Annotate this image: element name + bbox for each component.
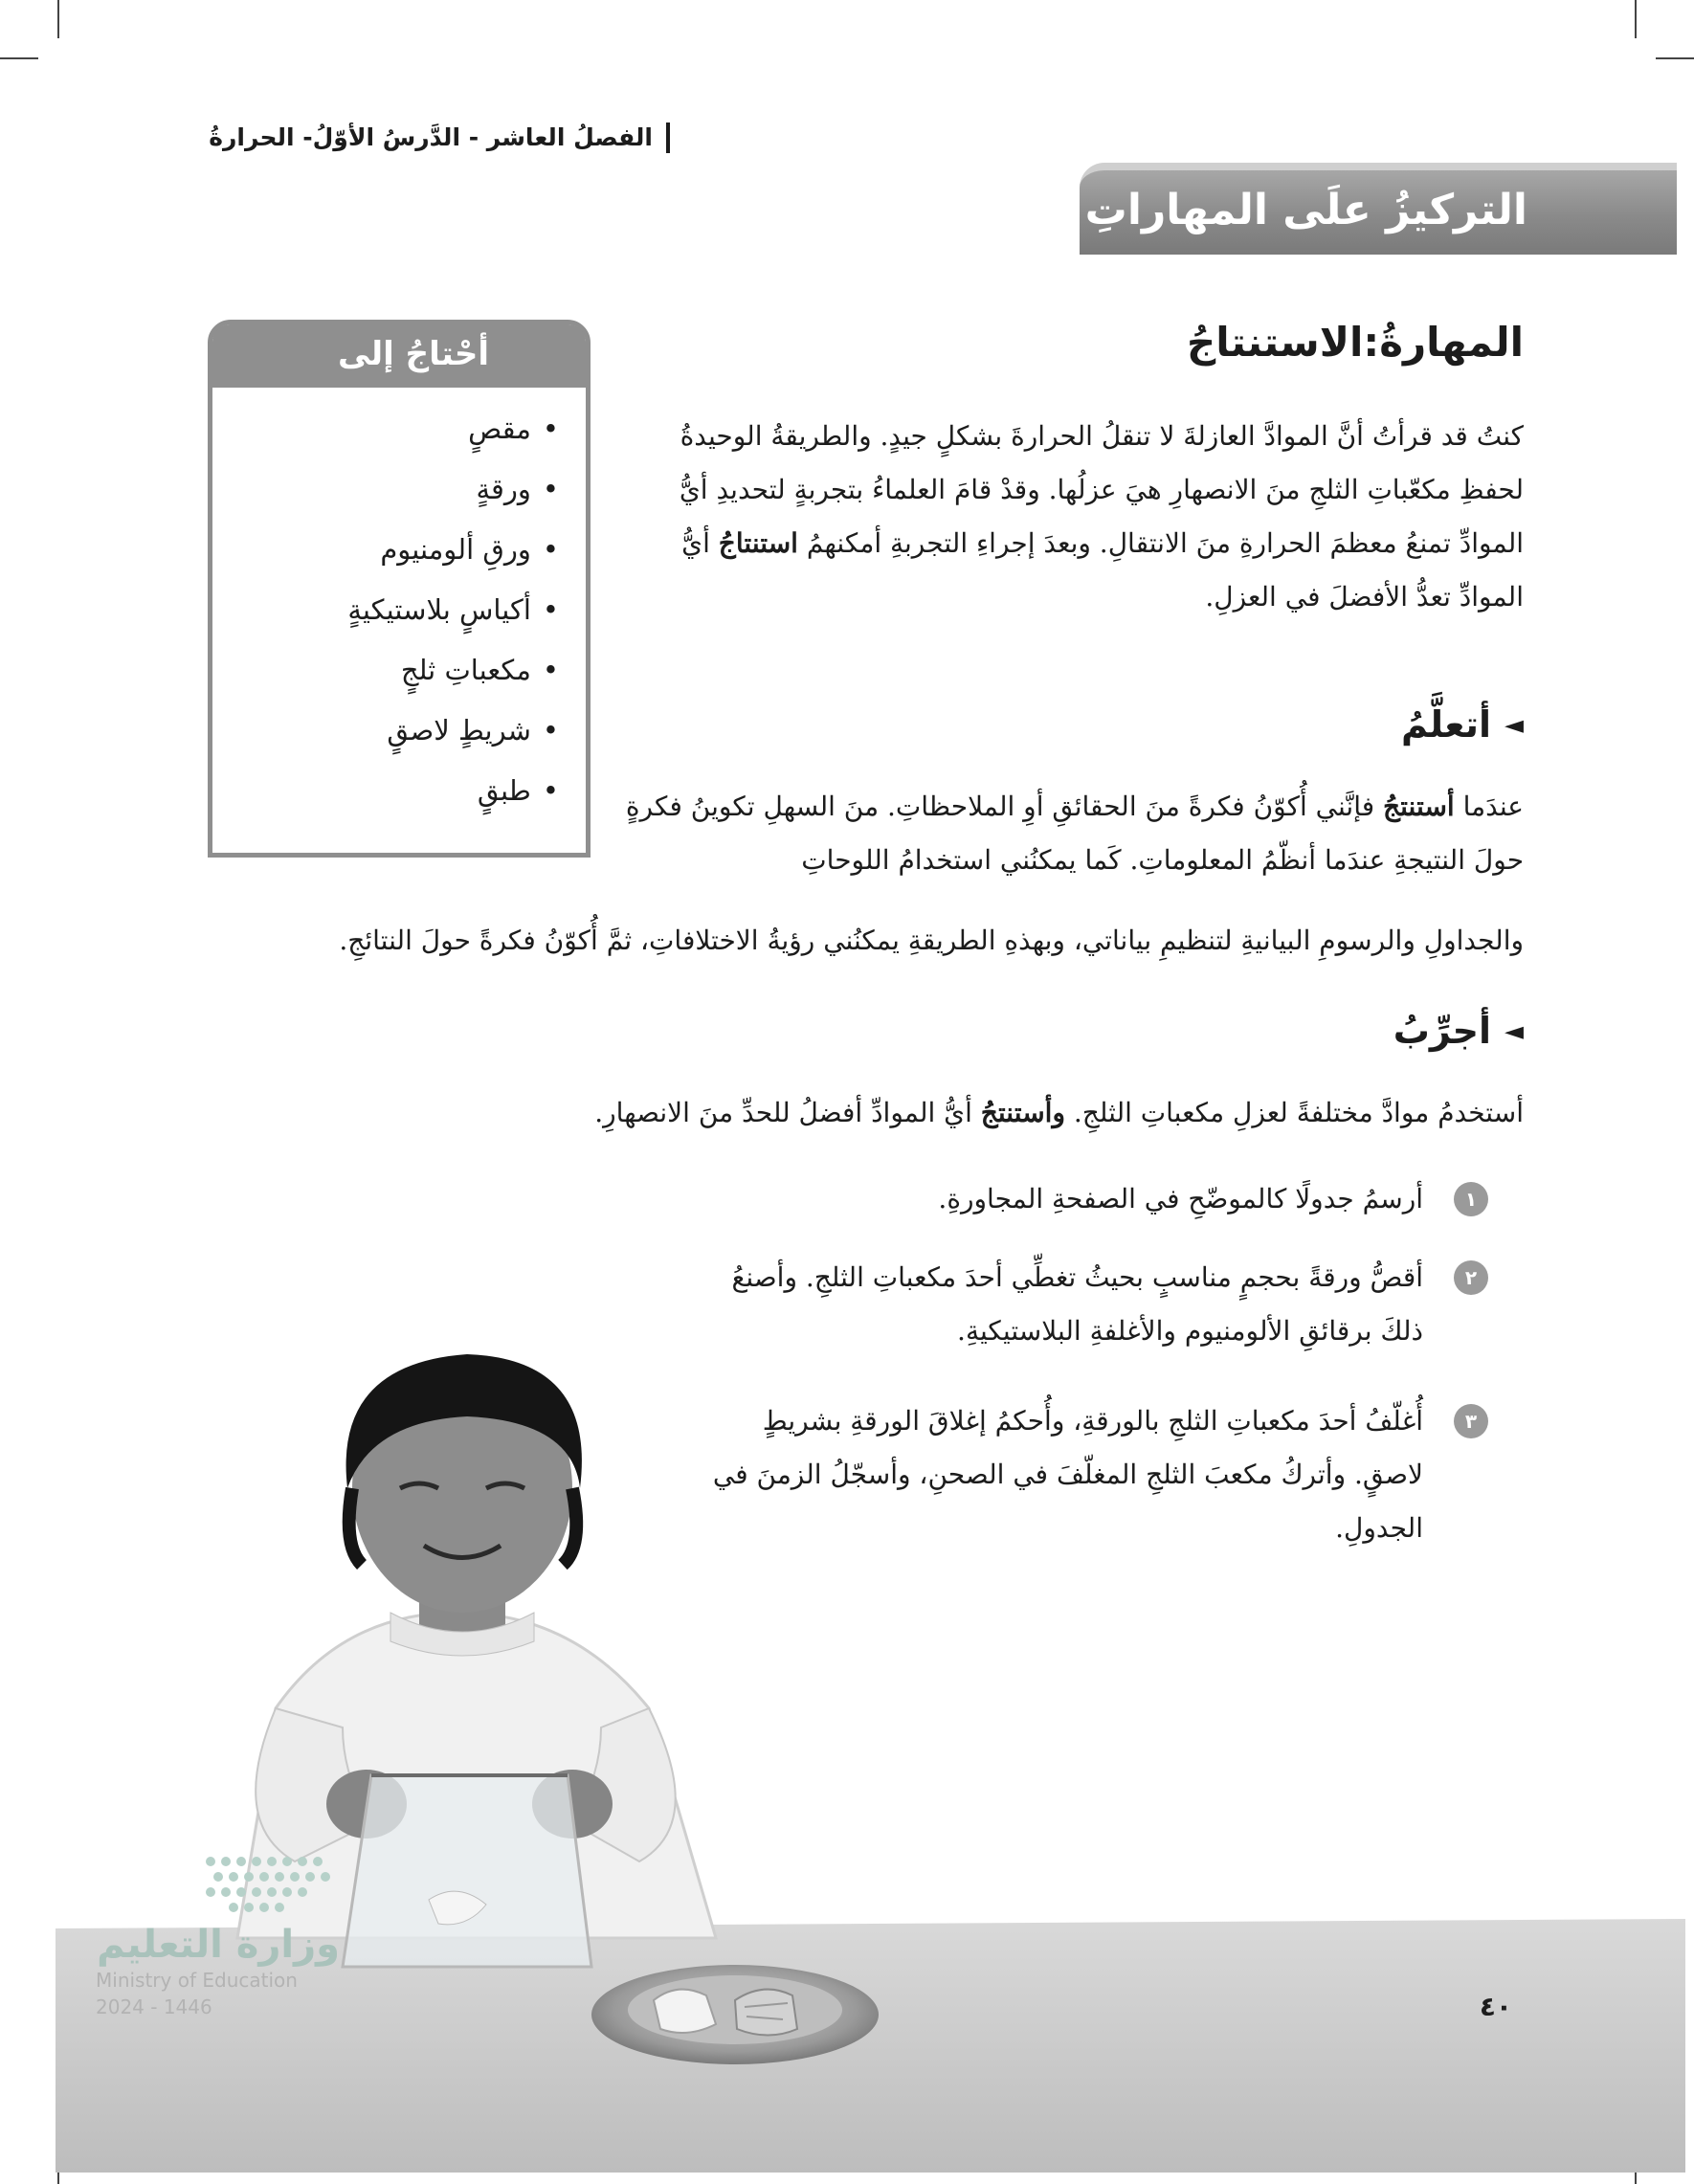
- step-text: أرسمُ جدولًا كالموضّحِ في الصفحةِ المجاورةِ.: [938, 1183, 1423, 1215]
- skill-title: المهارةُ:الاستنتاجُ: [1186, 319, 1524, 366]
- material-item: • أكياسٍ بلاستيكيةٍ: [212, 580, 559, 640]
- page-number: ٤٠: [1479, 1991, 1512, 2022]
- step-number-badge: ١: [1454, 1182, 1488, 1216]
- try-heading-text: أجرِّبُ: [1393, 1010, 1491, 1052]
- experiment-photo: [56, 1326, 1685, 2173]
- try-heading: [1393, 1010, 1524, 1052]
- material-item: • شريطٍ لاصقٍ: [212, 701, 559, 761]
- step-number-badge: ٢: [1454, 1260, 1488, 1295]
- step-text: أُغلّفُ أحدَ مكعباتِ الثلجِ بالورقةِ، وأُحكمُ إغلاقَ الورقةِ بشريطٍ لاصقٍ. وأتركُ مكعبَ الثلجِ المغلّفَ في الصحنِ، وأسجّلُ الزمنَ في الجدولِ.: [712, 1405, 1423, 1544]
- learn-text-end: والجداولِ والرسومِ البيانيةِ لتنظيمِ بياناتي، وبهذهِ الطريقةِ يمكنُني رؤيةُ الاختلافاتِ، ثمَّ أُكوّنُ فكرةً حولَ النتائجِ.: [339, 925, 1524, 956]
- learn-text-continued: [165, 914, 1524, 968]
- crop-mark: [1635, 0, 1637, 38]
- material-item: • ورقةٍ: [212, 459, 559, 520]
- learn-text-start: عندَما: [1462, 791, 1524, 822]
- step-number-badge: ٣: [1454, 1404, 1488, 1438]
- materials-list: [212, 388, 586, 821]
- crop-mark: [1656, 57, 1694, 59]
- triangle-icon: ◄: [1505, 1017, 1524, 1046]
- try-intro-text: أستخدمُ موادَّ مختلفةً لعزلِ مكعباتِ الثلجِ.: [1073, 1097, 1524, 1128]
- triangle-icon: ◄: [1505, 711, 1524, 740]
- learn-text: [618, 780, 1524, 887]
- try-keyword: وأستنتجُ: [980, 1097, 1065, 1128]
- material-item: • مكعباتِ ثلجٍ: [212, 640, 559, 701]
- learn-heading: [1401, 703, 1524, 746]
- material-item: • ورقِ ألومنيوم: [212, 520, 559, 580]
- try-intro-end: أيُّ الموادِّ أفضلُ للحدِّ منَ الانصهارِ.: [594, 1097, 972, 1128]
- materials-box-title: أحْتاجُ إلى: [212, 324, 586, 388]
- ministry-watermark: [96, 1852, 345, 2020]
- ministry-name-en: Ministry of Education: [96, 1969, 298, 1992]
- intro-text: كنتُ قد قرأتُ أنَّ الموادَّ العازلةَ لا تنقلُ الحرارةَ بشكلٍ جيدٍ. والطريقةُ الوحيدةُ لحفظِ مكعّباتِ الثلجِ منَ الانصهارِ هيَ عزلُها. وقدْ قامَ العلماءُ بتجربةٍ لتحديدِ أيُّ الموادِّ تمنعُ معظمَ الحرارةِ منَ الانتقالِ. وبعدَ إجراءِ التجربةِ أمكنهمُ: [679, 420, 1524, 559]
- try-intro: [165, 1086, 1524, 1140]
- crop-mark: [57, 0, 59, 38]
- crop-mark: [0, 57, 38, 59]
- ministry-year: 2024 - 1446: [96, 1995, 212, 2018]
- step-text: أقصُّ ورقةً بحجمٍ مناسبٍ بحيثُ تغطِّي أحدَ مكعباتِ الثلجِ. وأصنعُ ذلكَ برقائقِ الألومنيوم والأغلفةِ البلاستيكيةِ.: [731, 1261, 1423, 1347]
- ministry-logo-icon: [105, 1852, 345, 1919]
- learn-text-body: فإنَّني أُكوّنُ فكرةً منَ الحقائقِ أوِ الملاحظاتِ. منَ السهلِ تكوينُ فكرةٍ حولَ النتيجةِ عندَما أنظّمُ المعلوماتِ. كَما يمكنُني استخدامُ اللوحاتِ: [625, 791, 1524, 876]
- learn-keyword: أستنتجُ: [1383, 791, 1455, 822]
- skill-intro: [618, 410, 1524, 624]
- banner-title: التركيزُ علَى المهاراتِ: [1084, 186, 1527, 234]
- breadcrumb: الفصلُ العاشر - الدَّرسُ الأوّلُ- الحرارةُ: [209, 123, 670, 153]
- section-banner: [1080, 163, 1677, 255]
- material-item: • مقصٍ: [212, 399, 559, 459]
- step-1: [703, 1172, 1488, 1226]
- learn-heading-text: أتعلَّمُ: [1400, 703, 1491, 746]
- ministry-name-ar: وزارة التعليم: [97, 1923, 340, 1967]
- intro-keyword: استنتاجُ: [718, 527, 798, 559]
- material-item: • طبقٍ: [212, 761, 559, 821]
- intro-text-end: أيُّ الموادِّ تعدُّ الأفضلَ في العزلِ.: [681, 527, 1524, 613]
- materials-box: [208, 320, 591, 858]
